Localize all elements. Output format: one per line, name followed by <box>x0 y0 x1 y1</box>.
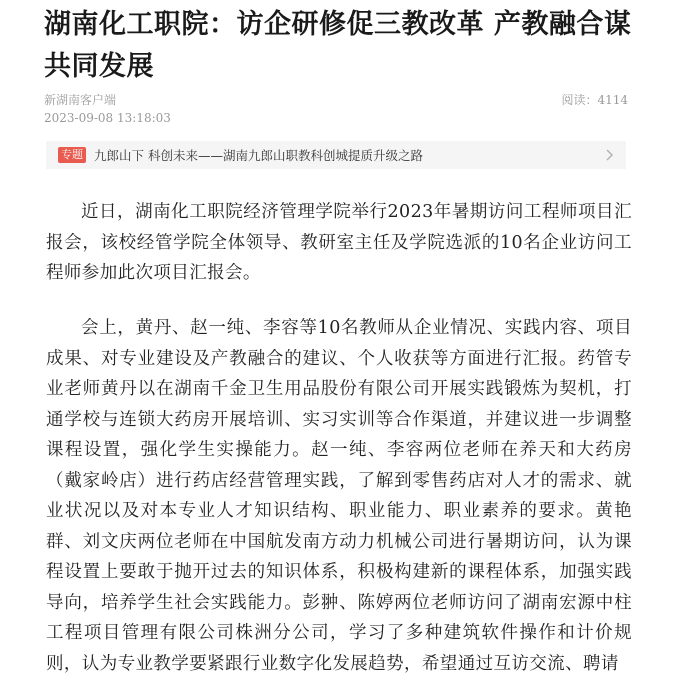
article-date: 2023-09-08 13:18:03 <box>44 111 171 125</box>
read-count: 阅读：4114 <box>561 93 628 107</box>
topic-link[interactable] <box>46 141 626 169</box>
article-title: 湖南化工职院：访企研修促三教改革 产教融合谋共同发展 <box>44 9 632 82</box>
chevron-right-icon <box>604 149 614 161</box>
article-source: 新湖南客户端 <box>44 93 117 107</box>
body-paragraph: 会上，黄丹、赵一纯、李容等10名教师从企业情况、实践内容、项目成果、对专业建设及产教融合的建议、个人收获等方面进行汇报。药管专业老师黄丹以在湖南千金卫生用品股份有限公司开展实践锻炼为契机，打通学校与连锁大药房开展培训、实习实训等合作渠道，并建议进一步调整课程设置，强化学生实操能力。赵一纯、李容两位老师在养天和大药房（戴家岭店）进行药店经营管理实践，了解到零售药店对人才的需求、就业状况以及对本专业人才知识结构、职业能力、职业素养的要求。黄艳群、刘文庆两位老师在中国航发南方动力机械公司进行暑期访问，认为课程设置上要敢于抛开过去的知识体系，积极构建新的课程体系，加强实践导向，培养学生社会实践能力。彭翀、陈婷两位老师访问了湖南宏源中柱工程项目管理有限公司株洲分公司，学习了多种建筑软件操作和计价规则，认为专业教学要紧跟行业数字化发展趋势，希望通过互访交流、聘请 <box>46 318 632 674</box>
topic-title: 九郎山下 科创未来——湖南九郎山职教科创城提质升级之路 <box>94 148 423 163</box>
body-paragraph: 近日，湖南化工职院经济管理学院举行2023年暑期访问工程师项目汇报会，该校经管学院全体领导、教研室主任及学院选派的10名企业访问工程师参加此次项目汇报会。 <box>46 202 632 283</box>
topic-badge: 专题 <box>58 147 86 163</box>
